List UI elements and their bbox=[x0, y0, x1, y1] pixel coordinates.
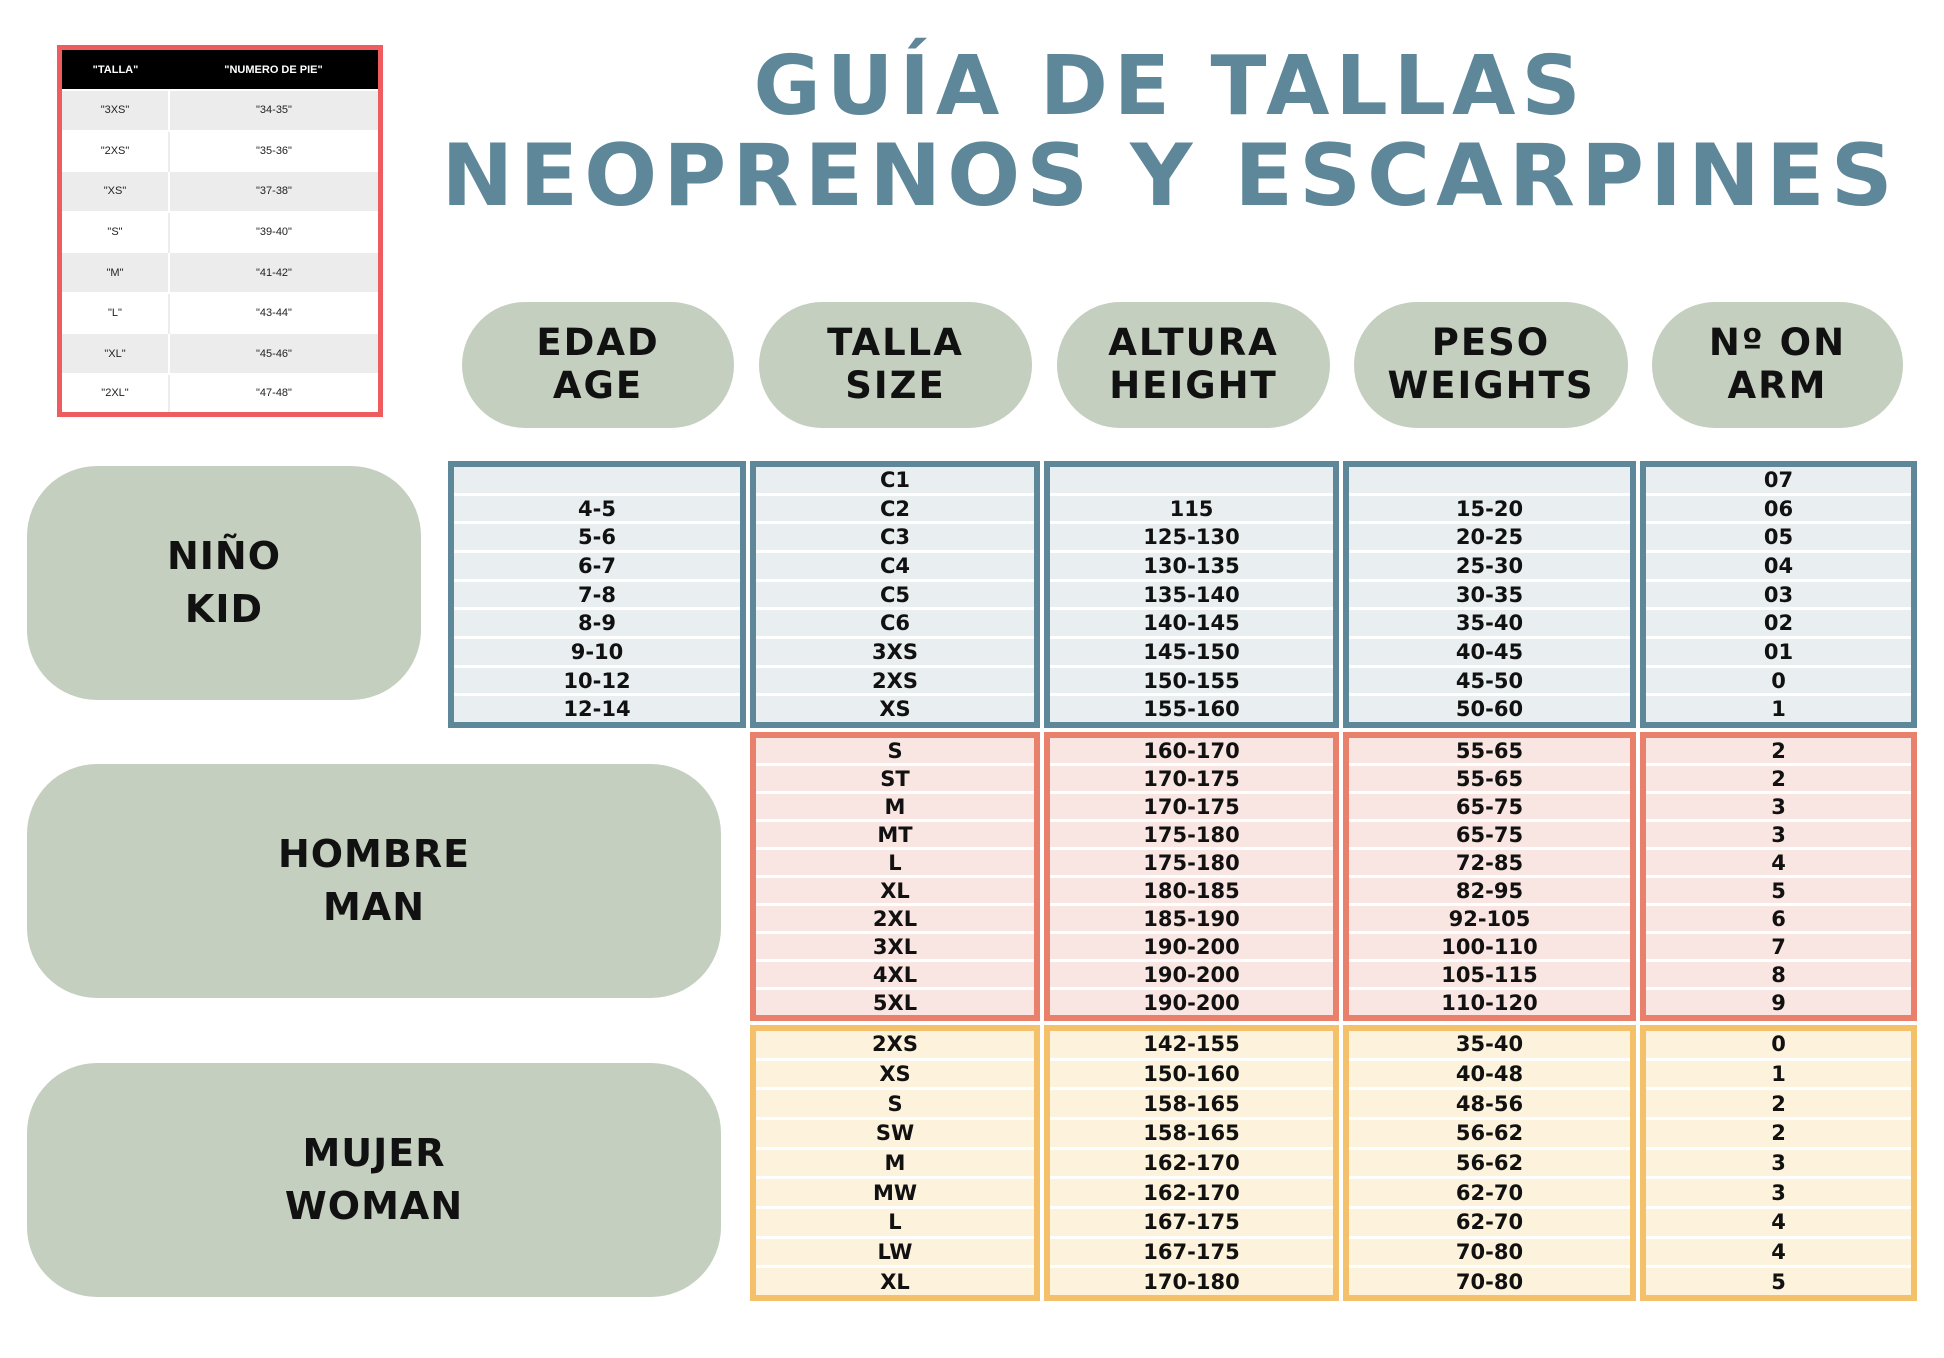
woman-peso-cell: 70-80 bbox=[1455, 1269, 1524, 1294]
woman-altura-cell: 170-180 bbox=[1143, 1269, 1240, 1294]
shoe-header-talla: "TALLA" bbox=[62, 50, 169, 90]
man-arm-cell: 5 bbox=[1646, 878, 1911, 906]
foot-number-cell: "34-35" bbox=[169, 90, 378, 131]
man-talla-cell: 3XL bbox=[756, 934, 1034, 962]
kid-peso-cell: 40-45 bbox=[1349, 639, 1630, 668]
woman-arm-cell: 2 bbox=[1646, 1120, 1911, 1150]
foot-number-cell: "39-40" bbox=[169, 212, 378, 253]
row-label-man-en: MAN bbox=[322, 885, 426, 929]
kid-peso-cell: 45-50 bbox=[1349, 668, 1630, 697]
shoe-size-cell: "L" bbox=[62, 293, 169, 334]
kid-peso-cell: 25-30 bbox=[1349, 553, 1630, 582]
column-header-weight-en: WEIGHTS bbox=[1387, 364, 1595, 407]
shoe-table-row bbox=[62, 131, 378, 172]
column-header-arm-es: Nº ON bbox=[1708, 321, 1847, 365]
man-size-column bbox=[750, 732, 1040, 1021]
man-talla-cell: 2XL bbox=[756, 906, 1034, 934]
kid-edad-cell bbox=[454, 467, 740, 496]
shoe-size-grid bbox=[62, 50, 378, 412]
kid-peso-cell bbox=[1349, 467, 1630, 496]
shoe-table-row bbox=[62, 293, 378, 334]
woman-talla-cell: XS bbox=[756, 1061, 1034, 1091]
woman-weight-column bbox=[1343, 1025, 1636, 1301]
foot-number-cell: "37-38" bbox=[169, 171, 378, 212]
kid-peso-cell: 30-35 bbox=[1349, 582, 1630, 611]
woman-peso-cell: 70-80 bbox=[1349, 1239, 1630, 1269]
woman-altura-cell: 167-175 bbox=[1050, 1239, 1333, 1269]
row-label-woman bbox=[27, 1063, 721, 1297]
woman-arm-cell: 4 bbox=[1646, 1209, 1911, 1239]
kid-edad-cell: 12-14 bbox=[563, 697, 631, 722]
shoe-size-table bbox=[57, 45, 383, 417]
foot-number-cell: "41-42" bbox=[169, 252, 378, 293]
shoe-header-numero: "NUMERO DE PIE" bbox=[169, 50, 378, 90]
woman-arm-cell: 4 bbox=[1646, 1239, 1911, 1269]
woman-talla-cell: M bbox=[756, 1150, 1034, 1180]
kid-peso-cell: 50-60 bbox=[1455, 697, 1524, 722]
man-talla-cell: 4XL bbox=[756, 962, 1034, 990]
shoe-table-row bbox=[62, 171, 378, 212]
kid-weight-column bbox=[1343, 461, 1636, 728]
kid-talla-cell: C3 bbox=[756, 524, 1034, 553]
kid-arm-column bbox=[1640, 461, 1917, 728]
kid-edad-cell: 7-8 bbox=[454, 582, 740, 611]
woman-altura-cell: 158-165 bbox=[1050, 1120, 1333, 1150]
kid-size-column bbox=[750, 461, 1040, 728]
woman-arm-cell: 5 bbox=[1771, 1269, 1786, 1294]
kid-peso-cell: 15-20 bbox=[1349, 496, 1630, 525]
column-header-weight-es: PESO bbox=[1431, 321, 1551, 365]
kid-arm-cell: 01 bbox=[1646, 639, 1911, 668]
man-talla-cell: MT bbox=[756, 822, 1034, 850]
man-peso-cell: 92-105 bbox=[1349, 906, 1630, 934]
man-altura-cell: 190-200 bbox=[1050, 962, 1333, 990]
man-arm-cell: 8 bbox=[1646, 962, 1911, 990]
woman-talla-cell: S bbox=[756, 1090, 1034, 1120]
man-peso-cell: 55-65 bbox=[1349, 766, 1630, 794]
woman-size-column bbox=[750, 1025, 1040, 1301]
woman-talla-cell: SW bbox=[756, 1120, 1034, 1150]
shoe-table-header-row bbox=[62, 50, 378, 90]
shoe-table-body bbox=[62, 90, 378, 412]
man-arm-column bbox=[1640, 732, 1917, 1021]
shoe-size-cell: "M" bbox=[62, 252, 169, 293]
shoe-table-row bbox=[62, 333, 378, 374]
kid-arm-cell: 06 bbox=[1646, 496, 1911, 525]
column-header-height bbox=[1057, 302, 1330, 428]
man-peso-cell: 72-85 bbox=[1349, 850, 1630, 878]
man-peso-cell: 110-120 bbox=[1441, 990, 1538, 1015]
kid-edad-cell: 10-12 bbox=[454, 668, 740, 697]
kid-talla-cell: C6 bbox=[756, 610, 1034, 639]
kid-age-column bbox=[448, 461, 746, 728]
shoe-size-cell: "XL" bbox=[62, 333, 169, 374]
man-altura-cell: 160-170 bbox=[1050, 738, 1333, 766]
kid-talla-cell: C4 bbox=[756, 553, 1034, 582]
kid-talla-cell: 3XS bbox=[756, 639, 1034, 668]
kid-altura-cell: 155-160 bbox=[1143, 697, 1240, 722]
column-header-size-es: TALLA bbox=[827, 321, 964, 365]
foot-number-cell: "45-46" bbox=[169, 333, 378, 374]
kid-arm-cell: 07 bbox=[1646, 467, 1911, 496]
column-header-height-en: HEIGHT bbox=[1109, 364, 1278, 407]
kid-height-column bbox=[1044, 461, 1339, 728]
foot-number-cell: "35-36" bbox=[169, 131, 378, 172]
row-label-woman-es: MUJER bbox=[302, 1130, 446, 1175]
woman-altura-cell: 162-170 bbox=[1050, 1179, 1333, 1209]
shoe-size-cell: "2XS" bbox=[62, 131, 169, 172]
kid-arm-cell: 05 bbox=[1646, 524, 1911, 553]
shoe-size-cell: "3XS" bbox=[62, 90, 169, 131]
kid-arm-cell: 1 bbox=[1771, 697, 1786, 722]
row-label-kid-es: NIÑO bbox=[166, 533, 282, 578]
column-header-age bbox=[462, 302, 734, 428]
kid-altura-cell: 150-155 bbox=[1050, 668, 1333, 697]
kid-talla-cell: 2XS bbox=[756, 668, 1034, 697]
man-talla-cell: XL bbox=[756, 878, 1034, 906]
shoe-table-row bbox=[62, 374, 378, 412]
man-peso-cell: 65-75 bbox=[1349, 822, 1630, 850]
kid-altura-cell: 135-140 bbox=[1050, 582, 1333, 611]
column-header-arm bbox=[1652, 302, 1903, 428]
foot-number-cell: "47-48" bbox=[169, 374, 378, 412]
woman-arm-cell: 0 bbox=[1646, 1031, 1911, 1061]
woman-peso-cell: 56-62 bbox=[1349, 1150, 1630, 1180]
kid-altura-cell: 125-130 bbox=[1050, 524, 1333, 553]
man-arm-cell: 3 bbox=[1646, 794, 1911, 822]
kid-arm-cell: 04 bbox=[1646, 553, 1911, 582]
woman-talla-cell: 2XS bbox=[756, 1031, 1034, 1061]
man-arm-cell: 2 bbox=[1646, 738, 1911, 766]
column-header-size-en: SIZE bbox=[845, 364, 946, 407]
page-title-line1: GUÍA DE TALLAS bbox=[753, 39, 1587, 134]
woman-arm-column bbox=[1640, 1025, 1917, 1301]
kid-edad-cell: 5-6 bbox=[454, 524, 740, 553]
kid-altura-cell: 140-145 bbox=[1050, 610, 1333, 639]
man-altura-cell: 180-185 bbox=[1050, 878, 1333, 906]
man-altura-cell: 170-175 bbox=[1050, 794, 1333, 822]
kid-arm-cell: 03 bbox=[1646, 582, 1911, 611]
man-altura-cell: 175-180 bbox=[1050, 850, 1333, 878]
woman-peso-cell: 35-40 bbox=[1349, 1031, 1630, 1061]
man-peso-cell: 65-75 bbox=[1349, 794, 1630, 822]
kid-edad-cell: 9-10 bbox=[454, 639, 740, 668]
man-altura-cell: 190-200 bbox=[1143, 990, 1240, 1015]
man-peso-cell: 100-110 bbox=[1349, 934, 1630, 962]
woman-altura-cell: 150-160 bbox=[1050, 1061, 1333, 1091]
woman-peso-cell: 62-70 bbox=[1349, 1179, 1630, 1209]
kid-arm-cell: 0 bbox=[1646, 668, 1911, 697]
woman-arm-cell: 3 bbox=[1646, 1179, 1911, 1209]
man-arm-cell: 6 bbox=[1646, 906, 1911, 934]
man-peso-cell: 105-115 bbox=[1349, 962, 1630, 990]
shoe-table-row bbox=[62, 90, 378, 131]
man-talla-cell: ST bbox=[756, 766, 1034, 794]
kid-altura-cell: 145-150 bbox=[1050, 639, 1333, 668]
kid-talla-cell: XS bbox=[879, 697, 911, 722]
kid-talla-cell: C1 bbox=[756, 467, 1034, 496]
man-weight-column bbox=[1343, 732, 1636, 1021]
man-peso-cell: 55-65 bbox=[1349, 738, 1630, 766]
woman-talla-cell: MW bbox=[756, 1179, 1034, 1209]
man-altura-cell: 175-180 bbox=[1050, 822, 1333, 850]
kid-arm-cell: 02 bbox=[1646, 610, 1911, 639]
man-altura-cell: 190-200 bbox=[1050, 934, 1333, 962]
woman-arm-cell: 2 bbox=[1646, 1090, 1911, 1120]
kid-talla-cell: C2 bbox=[756, 496, 1034, 525]
man-arm-cell: 3 bbox=[1646, 822, 1911, 850]
man-arm-cell: 2 bbox=[1646, 766, 1911, 794]
column-header-height-es: ALTURA bbox=[1108, 321, 1279, 365]
man-altura-cell: 185-190 bbox=[1050, 906, 1333, 934]
column-header-size bbox=[759, 302, 1032, 428]
column-header-arm-en: ARM bbox=[1727, 364, 1828, 407]
shoe-size-cell: "2XL" bbox=[62, 374, 169, 412]
man-arm-cell: 4 bbox=[1646, 850, 1911, 878]
woman-altura-cell: 158-165 bbox=[1050, 1090, 1333, 1120]
man-talla-cell: 5XL bbox=[872, 990, 918, 1015]
man-peso-cell: 82-95 bbox=[1349, 878, 1630, 906]
shoe-table-row bbox=[62, 252, 378, 293]
column-header-weight bbox=[1354, 302, 1628, 428]
shoe-size-cell: "XS" bbox=[62, 171, 169, 212]
woman-peso-cell: 48-56 bbox=[1349, 1090, 1630, 1120]
kid-talla-cell: C5 bbox=[756, 582, 1034, 611]
man-talla-cell: L bbox=[756, 850, 1034, 878]
kid-edad-cell: 6-7 bbox=[454, 553, 740, 582]
woman-talla-cell: XL bbox=[880, 1269, 910, 1294]
woman-altura-cell: 167-175 bbox=[1050, 1209, 1333, 1239]
man-arm-cell: 7 bbox=[1646, 934, 1911, 962]
man-talla-cell: M bbox=[756, 794, 1034, 822]
kid-altura-cell: 130-135 bbox=[1050, 553, 1333, 582]
row-label-woman-en: WOMAN bbox=[284, 1184, 464, 1228]
page-title-line2: NEOPRENOS Y ESCARPINES bbox=[441, 126, 1899, 226]
row-label-kid-en: KID bbox=[184, 587, 264, 631]
woman-talla-cell: L bbox=[756, 1209, 1034, 1239]
kid-altura-cell bbox=[1050, 467, 1333, 496]
kid-edad-cell: 8-9 bbox=[454, 610, 740, 639]
kid-altura-cell: 115 bbox=[1050, 496, 1333, 525]
man-altura-cell: 170-175 bbox=[1050, 766, 1333, 794]
woman-talla-cell: LW bbox=[756, 1239, 1034, 1269]
woman-arm-cell: 3 bbox=[1646, 1150, 1911, 1180]
row-label-kid bbox=[27, 466, 421, 700]
shoe-size-cell: "S" bbox=[62, 212, 169, 253]
man-height-column bbox=[1044, 732, 1339, 1021]
woman-peso-cell: 62-70 bbox=[1349, 1209, 1630, 1239]
row-label-man bbox=[27, 764, 721, 998]
man-talla-cell: S bbox=[756, 738, 1034, 766]
woman-peso-cell: 56-62 bbox=[1349, 1120, 1630, 1150]
kid-peso-cell: 20-25 bbox=[1349, 524, 1630, 553]
kid-edad-cell: 4-5 bbox=[454, 496, 740, 525]
column-header-age-es: EDAD bbox=[536, 321, 660, 365]
shoe-table-row bbox=[62, 212, 378, 253]
column-header-age-en: AGE bbox=[552, 364, 644, 407]
woman-height-column bbox=[1044, 1025, 1339, 1301]
foot-number-cell: "43-44" bbox=[169, 293, 378, 334]
woman-arm-cell: 1 bbox=[1646, 1061, 1911, 1091]
row-label-man-es: HOMBRE bbox=[277, 831, 471, 876]
kid-peso-cell: 35-40 bbox=[1349, 610, 1630, 639]
man-arm-cell: 9 bbox=[1771, 990, 1786, 1015]
woman-altura-cell: 162-170 bbox=[1050, 1150, 1333, 1180]
woman-altura-cell: 142-155 bbox=[1050, 1031, 1333, 1061]
woman-peso-cell: 40-48 bbox=[1349, 1061, 1630, 1091]
